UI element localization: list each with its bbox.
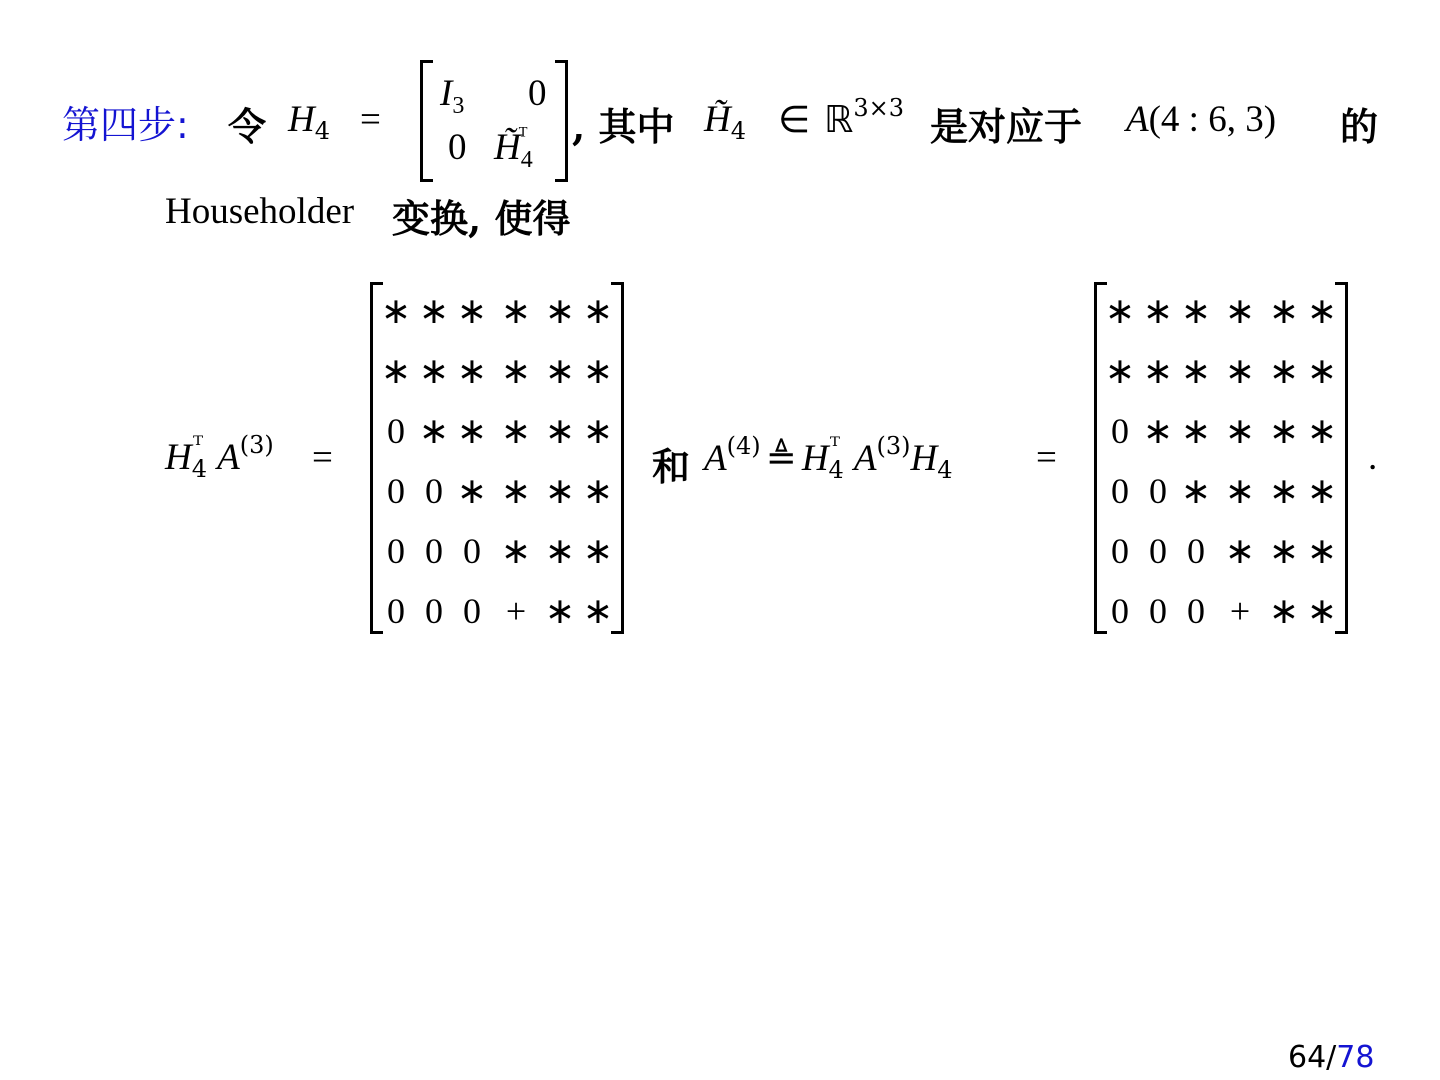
matrix-cell: ∗ [1104, 291, 1136, 331]
equals-sign: = [1036, 437, 1057, 478]
matrix-cell: 0 [1111, 591, 1129, 631]
matrix-cell: ∗ [500, 411, 532, 451]
matrix-cell: ∗ [1224, 351, 1256, 391]
matrix-cell: 0 [1111, 531, 1129, 571]
matrix-cell: ∗ [500, 531, 532, 571]
lhs-expression: H4ᵀ A(3) [165, 431, 274, 483]
step-label: 第四步: [62, 103, 189, 147]
let-word: 令 [228, 104, 267, 149]
matrix-cell: ∗ [1268, 531, 1300, 571]
matrix-cell: ∗ [582, 591, 614, 631]
matrix-cell: ∗ [544, 531, 576, 571]
matrix-cell: 0 [1149, 591, 1167, 631]
matrix-cell: ∗ [1306, 531, 1338, 571]
matrix-cell: ∗ [544, 291, 576, 331]
matrix-cell: ∗ [582, 291, 614, 331]
page-number [1288, 1040, 1374, 1075]
matrix-cell: 0 [387, 471, 405, 511]
matrix-cell: ∗ [456, 411, 488, 451]
matrix-cell: ∗ [544, 591, 576, 631]
matrix-cell: ∗ [1180, 351, 1212, 391]
period: . [1368, 437, 1378, 478]
matrix-cell: 0 [463, 591, 481, 631]
matrix-cell: 0 [463, 531, 481, 571]
right-bracket [1335, 282, 1348, 634]
matrix-cell: ∗ [1142, 351, 1174, 391]
matrix-cell: ∗ [582, 411, 614, 451]
matrix-cell: ∗ [1224, 411, 1256, 451]
matrix-cell: ∗ [456, 291, 488, 331]
block-matrix [420, 60, 568, 182]
real-space: ℝ3×3 [824, 94, 904, 141]
matrix-cell: ∗ [418, 351, 450, 391]
matrix-cell: ∗ [1306, 411, 1338, 451]
h4-tilde-symbol: H̃4 [704, 99, 747, 145]
h4-tilde-transpose-cell: $H̃_4^ᵀ$ [494, 123, 533, 173]
left-bracket [420, 60, 433, 182]
matrix-cell: 0 [425, 531, 443, 571]
left-bracket [370, 282, 383, 634]
matrix-cell: ∗ [544, 411, 576, 451]
matrix-cell: ∗ [544, 471, 576, 511]
matrix-cell: ∗ [1224, 471, 1256, 511]
matrix-cell: 0 [425, 591, 443, 631]
matrix-cell: ∗ [1306, 591, 1338, 631]
matrix-cell: 0 [425, 471, 443, 511]
matrix-right [1094, 282, 1348, 634]
equals-sign: = [312, 437, 333, 478]
matrix-cell: 0 [387, 411, 405, 451]
matrix-cell: 0 [1111, 411, 1129, 451]
matrix-cell: + [1229, 591, 1251, 631]
matrix-cell: ∗ [456, 351, 488, 391]
matrix-cell: ∗ [1104, 351, 1136, 391]
matrix-cell: 0 [387, 531, 405, 571]
matrix-cell: ∗ [1224, 531, 1256, 571]
a4-definition: A(4) ≜ H4ᵀ A(3)H4 [704, 432, 953, 484]
householder-word: Householder [165, 191, 355, 232]
matrix-cell: 0 [1111, 471, 1129, 511]
matrix-cell: 0 [1149, 531, 1167, 571]
matrix-cell: ∗ [380, 291, 412, 331]
left-bracket [1094, 282, 1107, 634]
right-bracket [611, 282, 624, 634]
matrix-cell: ∗ [1142, 291, 1174, 331]
page-total: 78 [1336, 1040, 1375, 1075]
zero-cell: 0 [448, 127, 467, 168]
matrix-cell: 0 [1149, 471, 1167, 511]
matrix-cell: 0 [1187, 591, 1205, 631]
matrix-cell: 0 [387, 591, 405, 631]
identity-cell: $I_3$ [440, 73, 465, 119]
where-text: , 其中 [572, 104, 675, 149]
matrix-left [370, 282, 624, 634]
matrix-cell: ∗ [582, 531, 614, 571]
matrix-cell: 0 [1187, 531, 1205, 571]
matrix-cell: ∗ [1224, 291, 1256, 331]
matrix-cell: ∗ [500, 471, 532, 511]
matrix-cell: + [505, 591, 527, 631]
matrix-cell: ∗ [1142, 411, 1174, 451]
matrix-cell: ∗ [1180, 291, 1212, 331]
matrix-cell: ∗ [1180, 411, 1212, 451]
matrix-cell: ∗ [1268, 591, 1300, 631]
equals-sign: = [360, 99, 381, 140]
matrix-cell: ∗ [1306, 471, 1338, 511]
of-word: 的 [1340, 104, 1379, 149]
matrix-cell: ∗ [582, 471, 614, 511]
matrix-cell: ∗ [1268, 351, 1300, 391]
matrix-cell: ∗ [500, 291, 532, 331]
corresponding-text: 是对应于 [930, 104, 1083, 149]
h4-symbol: H4 [288, 99, 331, 145]
zero-cell: 0 [528, 73, 547, 114]
matrix-cell: ∗ [1306, 351, 1338, 391]
matrix-cell: ∗ [1180, 471, 1212, 511]
matrix-cell: ∗ [380, 351, 412, 391]
matrix-cell: ∗ [582, 351, 614, 391]
submatrix-ref: A(4 : 6, 3) [1126, 99, 1277, 140]
matrix-cell: ∗ [418, 291, 450, 331]
matrix-cell: ∗ [456, 471, 488, 511]
matrix-cell: ∗ [500, 351, 532, 391]
matrix-cell: ∗ [544, 351, 576, 391]
page-current: 64/ [1288, 1040, 1337, 1075]
matrix-cell: ∗ [1268, 411, 1300, 451]
right-bracket [555, 60, 568, 182]
matrix-cell: ∗ [1306, 291, 1338, 331]
transform-text: 变换, 使得 [392, 196, 571, 241]
matrix-cell: ∗ [1268, 471, 1300, 511]
matrix-cell: ∗ [1268, 291, 1300, 331]
and-word: 和 [652, 444, 691, 489]
element-of: ∈ [778, 100, 811, 141]
matrix-cell: ∗ [418, 411, 450, 451]
